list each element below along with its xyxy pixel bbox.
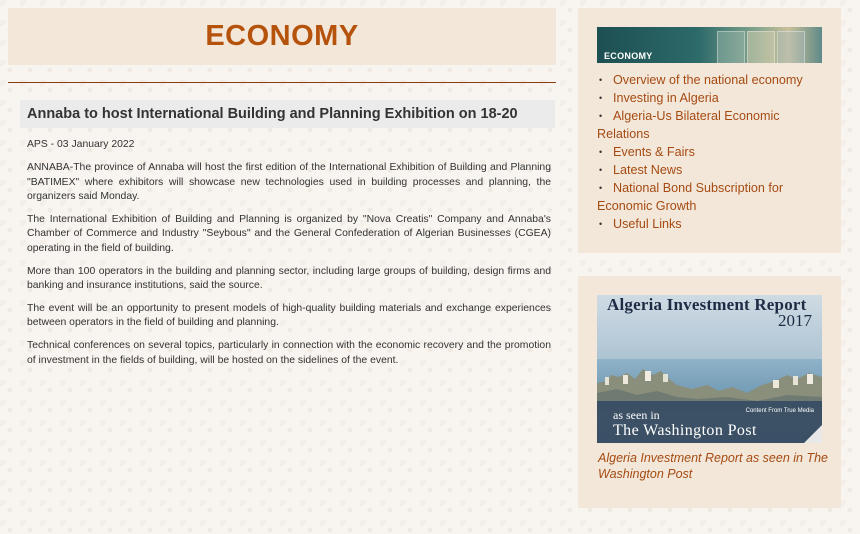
economy-banner-image[interactable] bbox=[597, 27, 822, 63]
article-paragraph: The International Exhibition of Building and Planning is organized by "Nova Creatis" Company and Annaba's Chamber of Commerce and Industry "Seybous" and the General Confederation of Algerian Businesses (CGEA) operating in the field of building. bbox=[27, 213, 551, 255]
report-image-seen: as seen in bbox=[613, 408, 660, 422]
report-image-credit: Content From True Media bbox=[745, 408, 814, 414]
list-item bbox=[597, 179, 827, 215]
page-fold-graphic bbox=[804, 425, 822, 443]
report-image-publication: The Washington Post bbox=[613, 422, 757, 439]
list-item bbox=[597, 143, 827, 161]
main-content bbox=[8, 8, 556, 376]
link-algeria-us-relations[interactable]: Algeria-Us Bilateral Economic Relations bbox=[597, 109, 780, 141]
article-paragraph: ANNABA-The province of Annaba will host the first edition of the International Exhibition of Building and Planning "BATIMEX" where exhibitors will showcase new technologies used in building processes and planning, the organizers said Monday. bbox=[27, 161, 551, 203]
link-overview-national-economy[interactable]: Overview of the national economy bbox=[613, 73, 803, 87]
list-item bbox=[597, 89, 827, 107]
section-header bbox=[8, 8, 556, 65]
section-title: ECONOMY bbox=[205, 20, 359, 52]
article bbox=[20, 100, 555, 368]
economy-banner-label: ECONOMY bbox=[604, 51, 653, 61]
economy-links-list bbox=[597, 71, 827, 233]
link-investing-in-algeria[interactable]: Investing in Algeria bbox=[613, 91, 719, 105]
article-paragraph: More than 100 operators in the building and planning sector, including large groups of building, design firms and banking and insurance institutions, said the source. bbox=[27, 265, 551, 292]
article-paragraph: The event will be an opportunity to present models of high-quality building materials and exchange experiences between operators in the field of building and planning. bbox=[27, 302, 551, 329]
article-title: Annaba to host International Building and Planning Exhibition on 18-20 bbox=[20, 100, 555, 128]
list-item bbox=[597, 107, 827, 143]
report-image-title: Algeria Investment Report bbox=[607, 295, 807, 314]
report-image-year: 2017 bbox=[778, 311, 812, 330]
economy-links-panel bbox=[578, 8, 841, 253]
article-paragraph: Technical conferences on several topics, particularly in connection with the economic recovery and the promotion of investment in the fields of building, will be hosted on the sidelines of the event. bbox=[27, 339, 551, 366]
article-date: APS - 03 January 2022 bbox=[27, 139, 135, 150]
banknote-graphic bbox=[777, 31, 805, 63]
list-item bbox=[597, 161, 827, 179]
link-events-fairs[interactable]: Events & Fairs bbox=[613, 145, 695, 159]
banknote-graphic bbox=[717, 31, 745, 63]
investment-report-image[interactable] bbox=[597, 295, 822, 443]
report-caption-link[interactable]: Algeria Investment Report as seen in The Washington Post bbox=[598, 451, 828, 481]
list-item bbox=[597, 71, 827, 89]
article-body bbox=[20, 128, 555, 368]
list-item bbox=[597, 215, 827, 233]
link-useful-links[interactable]: Useful Links bbox=[613, 217, 682, 231]
section-divider bbox=[8, 82, 556, 83]
link-national-bond-subscription[interactable]: National Bond Subscription for Economic Growth bbox=[597, 181, 784, 213]
investment-report-panel bbox=[578, 276, 841, 508]
link-latest-news[interactable]: Latest News bbox=[613, 163, 683, 177]
banknote-graphic bbox=[747, 31, 775, 63]
